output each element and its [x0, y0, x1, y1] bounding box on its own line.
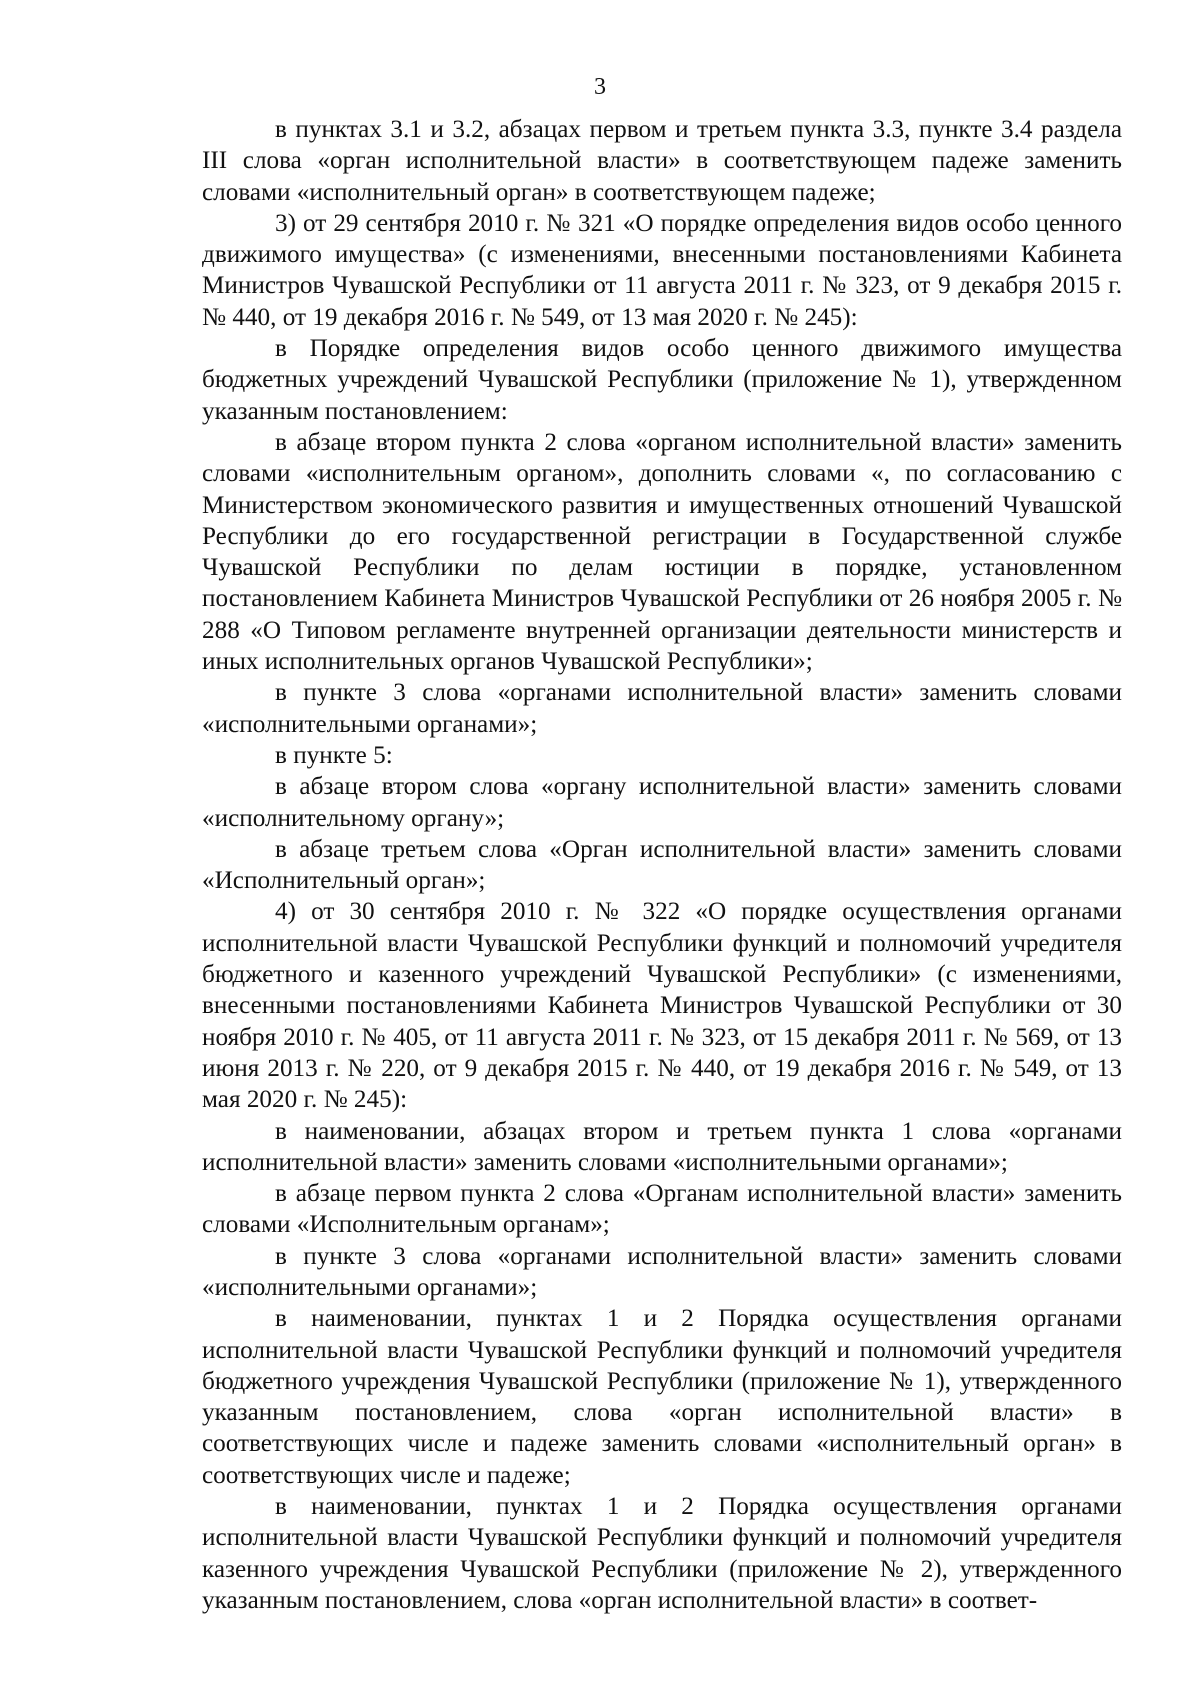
paragraph: в абзаце втором пункта 2 слова «органом исполнительной власти» заменить словами «исполнительным органом», дополнить словами «, по согласованию с Министерством экономического развития и имущественных отношений Чувашской Республики до его государственной регистрации в Государственной службе Чувашской Республики по делам юстиции в порядке, установленном постановлением Кабинета Министров Чувашской Республики от 26 ноября 2005 г. № 288 «О Типовом регламенте внутренней организации деятельности министерств и иных исполнительных органов Чувашской Республики»;: [202, 428, 1122, 676]
paragraph: в наименовании, абзацах втором и третьем пункта 1 слова «органами исполнительной власти» заменить словами «исполнительными органами»;: [202, 1117, 1122, 1176]
paragraph: 3) от 29 сентября 2010 г. № 321 «О порядке определения видов особо ценного движимого имущества» (с изменениями, внесенными постановлениями Кабинета Министров Чувашской Республики от 11 августа 2011 г. № 323, от 9 декабря 2015 г. № 440, от 19 декабря 2016 г. № 549, от 13 мая 2020 г. № 245):: [202, 209, 1122, 331]
paragraph: в пункте 5:: [275, 741, 393, 769]
paragraph: в пункте 3 слова «органами исполнительной власти» заменить словами «исполнительными органами»;: [202, 679, 1122, 738]
paragraph: в пунктах 3.1 и 3.2, абзацах первом и третьем пункта 3.3, пункте 3.4 раздела III слова «орган исполнительной власти» в соответствующем падеже заменить словами «исполнительный орган» в соответствующем падеже;: [202, 116, 1122, 206]
paragraph: в наименовании, пунктах 1 и 2 Порядка осуществления органами исполнительной власти Чувашской Республики функций и полномочий учредителя казенного учреждения Чувашской Республики (приложение № 2), утвержденного указанным постановлением, слова «орган исполнительной власти» в соответ-: [202, 1493, 1122, 1614]
paragraph: 4) от 30 сентября 2010 г. № 322 «О порядке осуществления органами исполнительной власти Чувашской Республики функций и полномочий учредителя бюджетного и казенного учреждений Чувашской Республики» (с изменениями, внесенными постановлениями Кабинета Министров Чувашской Республики от 30 ноября 2010 г. № 405, от 11 августа 2011 г. № 323, от 15 декабря 2011 г. № 569, от 13 июня 2013 г. № 220, от 9 декабря 2015 г. № 440, от 19 декабря 2016 г. № 549, от 13 мая 2020 г. № 245):: [202, 898, 1122, 1114]
paragraph: в наименовании, пунктах 1 и 2 Порядка осуществления органами исполнительной власти Чувашской Республики функций и полномочий учредителя бюджетного учреждения Чувашской Республики (приложение № 1), утвержденного указанным постановлением, слова «орган исполнительной власти» в соответствующих числе и падеже заменить словами «исполнительный орган» в соответствующих числе и падеже;: [202, 1305, 1122, 1489]
paragraph: в абзаце первом пункта 2 слова «Органам исполнительной власти» заменить словами «Исполнительным органам»;: [202, 1180, 1122, 1239]
document-body: [202, 114, 1122, 1616]
paragraph: в Порядке определения видов особо ценного движимого имущества бюджетных учреждений Чувашской Республики (приложение № 1), утвержденном указанным постановлением:: [202, 335, 1122, 425]
page-number: 3: [594, 74, 606, 100]
paragraph: в абзаце третьем слова «Орган исполнительной власти» заменить словами «Исполнительный орган»;: [202, 835, 1122, 895]
paragraph: в абзаце втором слова «органу исполнительной власти» заменить словами «исполнительному органу»;: [202, 773, 1122, 832]
paragraph: в пункте 3 слова «органами исполнительной власти» заменить словами «исполнительными органами»;: [202, 1242, 1122, 1301]
